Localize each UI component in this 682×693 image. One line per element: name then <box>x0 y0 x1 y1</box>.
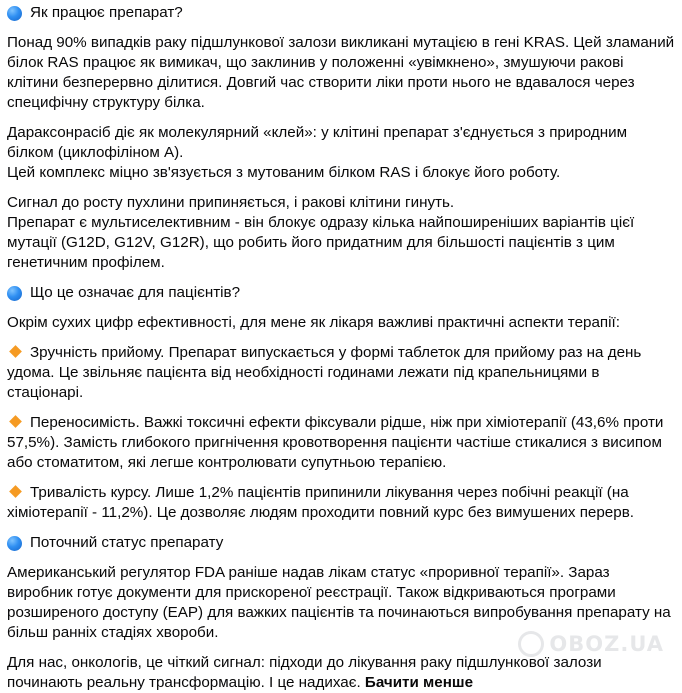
blue-circle-icon <box>7 536 22 551</box>
section-heading-how-it-works <box>7 3 676 23</box>
section-heading-text: Що це означає для пацієнтів? <box>30 284 241 301</box>
list-item-convenience <box>7 343 676 403</box>
blue-circle-icon <box>7 6 22 21</box>
watermark-text: OBOZ.UA <box>549 632 664 656</box>
paragraph-practical-aspects: Окрім сухих цифр ефективності, для мене як лікаря важливі практичні аспекти терапії: <box>7 314 620 331</box>
orange-diamond-icon <box>9 486 22 499</box>
paragraph-growth-signal: Сигнал до росту пухлини припиняється, і ракові клітини гинуть. <box>7 194 455 211</box>
orange-diamond-icon <box>9 416 22 429</box>
list-item-text: Тривалість курсу. Лише 1,2% пацієнтів припинили лікування через побічні реакції (на хіміотерапії - 11,2%). Це дозволяє людям проходити повний курс без вимушених перерв. <box>7 484 634 521</box>
paragraph-oncologist-signal <box>7 653 676 693</box>
paragraph-complex-binding: Цей комплекс міцно зв'язується з мутованим білком RAS і блокує його роботу. <box>7 164 561 181</box>
section-heading-for-patients <box>7 283 676 303</box>
section-heading-text: Поточний статус препарату <box>30 534 224 551</box>
list-item-text: Переносимість. Важкі токсичні ефекти фіксували рідше, ніж при хіміотерапії (43,6% проти 57,5%). Замість глибокого пригнічення кровотворення пацієнти частіше стикалися з висипом або стоматитом, які легше контролювати супутньою терапією. <box>7 414 664 471</box>
paragraph-multiselective: Препарат є мультиселективним - він блокує одразу кілька найпоширеніших варіантів цієї мутації (G12D, G12V, G12R), що робить його придатним для більшості пацієнтів з цим генетичним профілем. <box>7 214 635 271</box>
list-item-text: Зручність прийому. Препарат випускається у формі таблеток для прийому раз на день удома. Це звільняє пацієнта від необхідності годинами лежати під крапельницями в стаціонарі. <box>7 344 642 401</box>
paragraph-fda-status: Американський регулятор FDA раніше надав лікам статус «проривної терапії». Зараз виробник готує документи для прискореної реєстрації. Також відкриваються програми розширеного доступу (EAP) для важких пацієнтів та починаються випробування препарату на більш ранніх стадіях хвороби. <box>7 564 671 641</box>
orange-diamond-icon <box>9 346 22 359</box>
list-item-course-duration <box>7 483 676 523</box>
paragraph-glue-mechanism: Дараксонрасіб діє як молекулярний «клей»: у клітині препарат з'єднується з природним білком (циклофіліном А). <box>7 124 628 161</box>
see-less-link[interactable]: Бачити менше <box>364 674 474 691</box>
section-heading-current-status <box>7 533 676 553</box>
blue-circle-icon <box>7 286 22 301</box>
paragraph-kras: Понад 90% випадків раку підшлункової залози викликані мутацією в гені KRAS. Цей зламаний білок RAS працює як вимикач, що заклинив у положенні «увімкнено», змушуючи ракові клітини безперервно ділитися. Довгий час створити ліки проти нього не вдавалося через специфічну структуру білка. <box>7 34 675 111</box>
section-heading-text: Як працює препарат? <box>30 4 183 21</box>
paragraph-text: Для нас, онкологів, це чіткий сигнал: підходи до лікування раку підшлункової залози починають реальну трансформацію. І це надихає. <box>7 654 602 691</box>
list-item-tolerability <box>7 413 676 473</box>
